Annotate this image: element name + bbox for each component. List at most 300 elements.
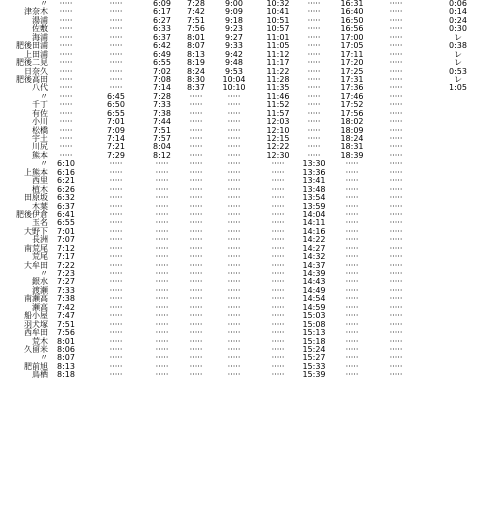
time-cell: ·····	[109, 311, 123, 321]
time-cell: ·····	[389, 370, 403, 380]
time-cell: 11:28	[266, 74, 290, 84]
station-name: 〃	[40, 159, 48, 169]
time-cell: ·····	[109, 218, 123, 228]
time-cell: ·····	[227, 302, 241, 312]
station-name: 南荒尾	[24, 243, 48, 253]
station-name: 荒木	[32, 336, 48, 346]
time-cell: 7:02	[153, 66, 171, 76]
time-cell: ·····	[345, 193, 359, 203]
time-cell: ·····	[271, 159, 285, 169]
station-name: 羽犬塚	[24, 319, 48, 329]
time-cell: ·····	[109, 209, 123, 219]
time-cell: ·····	[155, 353, 169, 363]
time-cell: ·····	[345, 226, 359, 236]
time-cell: 13:36	[302, 167, 326, 177]
time-cell: ·····	[155, 252, 169, 262]
time-cell: ·····	[155, 269, 169, 278]
time-cell: ·····	[389, 91, 403, 101]
time-cell: ·····	[389, 66, 403, 76]
time-cell: ·····	[59, 41, 73, 51]
timetable-row	[0, 110, 480, 118]
time-cell: 18:02	[340, 117, 364, 127]
time-cell: ·····	[109, 66, 123, 76]
time-cell: ·····	[389, 159, 403, 169]
time-cell: 17:11	[340, 49, 364, 59]
station-name: 肥後高田	[16, 74, 48, 84]
time-cell: 0:53	[449, 66, 467, 76]
time-cell: ·····	[271, 361, 285, 371]
time-cell: ·····	[227, 361, 241, 371]
time-cell: 15:27	[302, 353, 326, 363]
time-cell: ·····	[109, 285, 123, 295]
time-cell: ·····	[155, 319, 169, 329]
time-cell: ·····	[389, 269, 403, 278]
time-cell: 9:09	[225, 7, 243, 17]
time-cell: ·····	[189, 328, 203, 338]
time-cell: ·····	[109, 49, 123, 59]
time-cell: 14:39	[302, 269, 326, 278]
time-cell: ·····	[389, 252, 403, 262]
time-cell: 7:28	[187, 0, 205, 8]
time-cell: 0:24	[449, 15, 467, 25]
time-cell: ·····	[307, 24, 321, 34]
time-cell: ·····	[189, 209, 203, 219]
time-cell: ·····	[271, 243, 285, 253]
time-cell: 7:09	[107, 125, 125, 135]
time-cell: 7:12	[57, 243, 75, 253]
time-cell: ·····	[189, 100, 203, 110]
time-cell: ·····	[227, 277, 241, 287]
time-cell: 15:39	[302, 370, 326, 380]
time-cell: ·····	[227, 193, 241, 203]
station-name: 湯浦	[32, 15, 48, 25]
time-cell: 7:44	[153, 117, 171, 127]
time-cell: ·····	[307, 0, 321, 8]
time-cell: ·····	[307, 117, 321, 127]
time-cell: ·····	[389, 15, 403, 25]
time-cell: 7:23	[57, 269, 75, 278]
time-cell: ·····	[345, 235, 359, 245]
time-cell: ·····	[271, 311, 285, 321]
time-cell: ·····	[189, 91, 203, 101]
time-cell: ·····	[307, 134, 321, 143]
time-cell: 10:57	[266, 24, 290, 34]
time-cell: 18:39	[340, 150, 364, 160]
time-cell: 6:55	[57, 218, 75, 228]
station-name: 宇土	[32, 134, 48, 143]
time-cell: ·····	[189, 176, 203, 186]
station-name: 鳥栖	[32, 370, 48, 380]
time-cell: ·····	[189, 243, 203, 253]
time-cell: ·····	[227, 226, 241, 236]
time-cell: ·····	[389, 125, 403, 135]
time-cell: 17:46	[340, 91, 364, 101]
time-cell: ·····	[271, 353, 285, 363]
time-cell: 7:56	[57, 328, 75, 338]
time-cell: ·····	[189, 108, 203, 118]
time-cell: ·····	[189, 294, 203, 304]
time-cell: ·····	[227, 243, 241, 253]
time-cell: ·····	[307, 66, 321, 76]
time-cell: 6:26	[57, 184, 75, 194]
time-cell: ·····	[345, 302, 359, 312]
time-cell: ·····	[109, 370, 123, 380]
time-cell: ·····	[227, 218, 241, 228]
time-cell: ·····	[389, 226, 403, 236]
time-cell: ·····	[389, 344, 403, 354]
time-cell: 6:55	[107, 108, 125, 118]
time-cell: 17:05	[340, 41, 364, 51]
time-cell: 6:09	[153, 0, 171, 8]
time-cell: ·····	[271, 336, 285, 346]
time-cell: ·····	[189, 353, 203, 363]
time-cell: 0:30	[449, 24, 467, 34]
time-cell: ·····	[109, 269, 123, 278]
time-cell: ·····	[227, 134, 241, 143]
time-cell: 16:40	[340, 7, 364, 17]
time-cell: ·····	[109, 336, 123, 346]
time-cell: ·····	[155, 260, 169, 270]
time-cell: ·····	[227, 353, 241, 363]
time-cell: ·····	[155, 226, 169, 236]
time-cell: 11:52	[266, 100, 290, 110]
time-cell: ·····	[155, 344, 169, 354]
time-cell: ·····	[389, 150, 403, 160]
time-cell: 17:25	[340, 66, 364, 76]
time-cell: ·····	[389, 100, 403, 110]
time-cell: 9:00	[225, 0, 243, 8]
time-cell: ·····	[155, 218, 169, 228]
time-cell: ·····	[271, 328, 285, 338]
time-cell: ·····	[271, 209, 285, 219]
time-cell: ·····	[109, 41, 123, 51]
timetable-row	[0, 371, 480, 379]
time-cell: 16:31	[340, 0, 364, 8]
time-cell: ·····	[389, 209, 403, 219]
time-cell: ·····	[227, 328, 241, 338]
time-cell: 7:01	[107, 117, 125, 127]
time-cell: ·····	[227, 91, 241, 101]
time-cell: 14:54	[302, 294, 326, 304]
time-cell: ·····	[189, 159, 203, 169]
time-cell: 14:11	[302, 218, 326, 228]
time-cell: 17:52	[340, 100, 364, 110]
time-cell: 8:07	[187, 41, 205, 51]
time-cell: ·····	[389, 108, 403, 118]
time-cell: ·····	[345, 201, 359, 211]
time-cell: ·····	[389, 336, 403, 346]
station-name: 津奈木	[24, 7, 48, 17]
time-cell: ·····	[227, 125, 241, 135]
time-cell: ·····	[227, 100, 241, 110]
time-cell: ·····	[389, 142, 403, 152]
time-cell: ·····	[109, 32, 123, 42]
time-cell: ·····	[189, 117, 203, 127]
time-cell: ·····	[389, 7, 403, 17]
time-cell: レ	[454, 49, 462, 59]
station-name: 日奈久	[24, 66, 48, 76]
time-cell: ·····	[227, 311, 241, 321]
time-cell: ·····	[109, 344, 123, 354]
time-cell: ·····	[189, 134, 203, 143]
time-cell: 7:01	[57, 226, 75, 236]
time-cell: ·····	[189, 269, 203, 278]
time-cell: ·····	[189, 319, 203, 329]
time-cell: ·····	[271, 176, 285, 186]
time-cell: 7:17	[57, 252, 75, 262]
time-cell: 6:55	[153, 58, 171, 68]
station-name: 田原坂	[24, 193, 48, 203]
time-cell: ·····	[389, 0, 403, 8]
time-cell: ·····	[389, 74, 403, 84]
time-cell: ·····	[307, 150, 321, 160]
time-cell: ·····	[189, 336, 203, 346]
time-cell: ·····	[389, 302, 403, 312]
time-cell: ·····	[155, 184, 169, 194]
station-name: 川尻	[32, 142, 48, 152]
time-cell: ·····	[155, 336, 169, 346]
time-cell: 17:56	[340, 108, 364, 118]
time-cell: 10:04	[222, 74, 246, 84]
time-cell: ·····	[189, 226, 203, 236]
time-cell: ·····	[155, 277, 169, 287]
time-cell: 15:08	[302, 319, 326, 329]
time-cell: 6:45	[107, 91, 125, 101]
timetable-row	[0, 118, 480, 126]
time-cell: ·····	[271, 344, 285, 354]
time-cell: ·····	[189, 260, 203, 270]
time-cell: 8:01	[57, 336, 75, 346]
time-cell: ·····	[189, 311, 203, 321]
time-cell: ·····	[227, 159, 241, 169]
time-cell: 8:07	[57, 353, 75, 363]
time-cell: 8:06	[57, 344, 75, 354]
station-name: 千丁	[32, 100, 48, 110]
time-cell: ·····	[389, 58, 403, 68]
time-cell: ·····	[227, 252, 241, 262]
time-cell: ·····	[227, 235, 241, 245]
time-cell: 8:13	[187, 49, 205, 59]
time-cell: ·····	[307, 41, 321, 51]
time-cell: 6:37	[57, 201, 75, 211]
time-cell: 7:51	[57, 319, 75, 329]
time-cell: 12:10	[266, 125, 290, 135]
time-cell: ·····	[59, 134, 73, 143]
time-cell: 14:16	[302, 226, 326, 236]
time-cell: ·····	[109, 226, 123, 236]
time-cell: ·····	[345, 243, 359, 253]
time-cell: ·····	[271, 193, 285, 203]
time-cell: ·····	[389, 260, 403, 270]
time-cell: ·····	[189, 235, 203, 245]
time-cell: ·····	[345, 159, 359, 169]
time-cell: 7:33	[153, 100, 171, 110]
time-cell: ·····	[227, 184, 241, 194]
time-cell: ·····	[109, 353, 123, 363]
time-cell: ·····	[227, 344, 241, 354]
time-cell: 18:09	[340, 125, 364, 135]
station-name: 松橋	[32, 125, 48, 135]
time-cell: ·····	[109, 176, 123, 186]
time-cell: ·····	[155, 159, 169, 169]
time-cell: 6:33	[153, 24, 171, 34]
station-name: 久留米	[24, 344, 48, 354]
time-cell: ·····	[227, 294, 241, 304]
station-name: 上田浦	[24, 49, 48, 59]
time-cell: 7:56	[187, 24, 205, 34]
time-cell: ·····	[109, 252, 123, 262]
time-cell: ·····	[389, 24, 403, 34]
time-cell: ·····	[59, 66, 73, 76]
time-cell: ·····	[155, 294, 169, 304]
station-name: 木葉	[32, 201, 48, 211]
time-cell: ·····	[109, 167, 123, 177]
timetable-row	[0, 135, 480, 143]
time-cell: ·····	[345, 184, 359, 194]
station-name: 植木	[32, 184, 48, 194]
time-cell: 6:50	[107, 100, 125, 110]
timetable-row	[0, 93, 480, 101]
time-cell: ·····	[59, 125, 73, 135]
time-cell: ·····	[59, 142, 73, 152]
time-cell: ·····	[155, 243, 169, 253]
time-cell: 7:28	[153, 91, 171, 101]
time-cell: 17:20	[340, 58, 364, 68]
time-cell: ·····	[271, 285, 285, 295]
time-cell: 14:04	[302, 209, 326, 219]
time-cell: ·····	[271, 294, 285, 304]
time-cell: ·····	[155, 167, 169, 177]
time-cell: ·····	[271, 218, 285, 228]
time-cell: ·····	[271, 226, 285, 236]
time-cell: ·····	[59, 91, 73, 101]
station-name: 肥後田浦	[16, 41, 48, 51]
time-cell: ·····	[109, 328, 123, 338]
time-cell: 14:59	[302, 302, 326, 312]
time-cell: 7:22	[57, 260, 75, 270]
time-cell: ·····	[109, 319, 123, 329]
time-cell: ·····	[109, 184, 123, 194]
time-cell: ·····	[389, 32, 403, 42]
time-cell: ·····	[189, 201, 203, 211]
time-cell: ·····	[389, 83, 403, 93]
time-cell: レ	[454, 32, 462, 42]
time-cell: 0:14	[449, 7, 467, 17]
time-cell: ·····	[189, 125, 203, 135]
time-cell: ·····	[271, 370, 285, 380]
time-cell: ·····	[227, 142, 241, 152]
time-cell: ·····	[189, 218, 203, 228]
time-cell: 11:46	[266, 91, 290, 101]
time-cell: ·····	[155, 176, 169, 186]
time-cell: ·····	[345, 344, 359, 354]
time-cell: 6:49	[153, 49, 171, 59]
time-cell: ·····	[109, 58, 123, 68]
station-name: 〃	[40, 269, 48, 278]
time-cell: ·····	[345, 311, 359, 321]
time-cell: ·····	[271, 277, 285, 287]
time-cell: 16:50	[340, 15, 364, 25]
time-cell: ·····	[345, 336, 359, 346]
station-name: 大野下	[24, 226, 48, 236]
time-cell: ·····	[109, 243, 123, 253]
station-name: 八代	[32, 83, 48, 93]
time-cell: ·····	[109, 302, 123, 312]
time-cell: ·····	[389, 201, 403, 211]
time-cell: ·····	[307, 108, 321, 118]
time-cell: ·····	[271, 302, 285, 312]
time-cell: ·····	[389, 235, 403, 245]
time-cell: ·····	[189, 142, 203, 152]
time-cell: ·····	[345, 361, 359, 371]
time-cell: ·····	[271, 184, 285, 194]
time-cell: 0:06	[449, 0, 467, 8]
time-cell: ·····	[271, 252, 285, 262]
station-name: 小川	[32, 117, 48, 127]
time-cell: ·····	[227, 319, 241, 329]
time-cell: ·····	[271, 269, 285, 278]
time-cell: 17:00	[340, 32, 364, 42]
station-name: 西里	[32, 176, 48, 186]
timetable-row	[0, 101, 480, 109]
time-cell: 9:18	[225, 15, 243, 25]
station-name: 荒尾	[32, 252, 48, 262]
time-cell: レ	[454, 74, 462, 84]
time-cell: 12:30	[266, 150, 290, 160]
time-cell: ·····	[271, 167, 285, 177]
station-name: 大牟田	[24, 260, 48, 270]
time-cell: ·····	[271, 260, 285, 270]
time-cell: ·····	[189, 344, 203, 354]
time-cell: ·····	[389, 319, 403, 329]
time-cell: 14:27	[302, 243, 326, 253]
timetable-row	[0, 127, 480, 135]
time-cell: ·····	[109, 7, 123, 17]
time-cell: 6:37	[153, 32, 171, 42]
time-cell: ·····	[389, 311, 403, 321]
station-name: 瀬高	[32, 302, 48, 312]
time-cell: ·····	[109, 201, 123, 211]
time-cell: ·····	[109, 361, 123, 371]
time-cell: ·····	[189, 370, 203, 380]
time-cell: ·····	[345, 285, 359, 295]
time-cell: ·····	[109, 193, 123, 203]
time-cell: ·····	[109, 260, 123, 270]
station-name: 熊本	[32, 150, 48, 160]
time-cell: ·····	[59, 83, 73, 93]
time-cell: 8:13	[57, 361, 75, 371]
time-cell: ·····	[189, 302, 203, 312]
time-cell: ·····	[189, 361, 203, 371]
time-cell: ·····	[307, 32, 321, 42]
time-cell: ·····	[389, 134, 403, 143]
time-cell: ·····	[189, 193, 203, 203]
time-cell: ·····	[227, 209, 241, 219]
time-cell: ·····	[59, 58, 73, 68]
time-cell: 18:24	[340, 134, 364, 143]
time-cell: 10:41	[266, 7, 290, 17]
time-cell: ·····	[227, 260, 241, 270]
time-cell: ·····	[389, 361, 403, 371]
time-cell: 14:43	[302, 277, 326, 287]
station-name: 渡瀬	[32, 285, 48, 295]
time-cell: ·····	[227, 336, 241, 346]
time-cell: ·····	[307, 74, 321, 84]
station-name: 長洲	[32, 235, 48, 245]
time-cell: ·····	[307, 7, 321, 17]
station-name: 上熊本	[24, 167, 48, 177]
time-cell: 12:22	[266, 142, 290, 152]
